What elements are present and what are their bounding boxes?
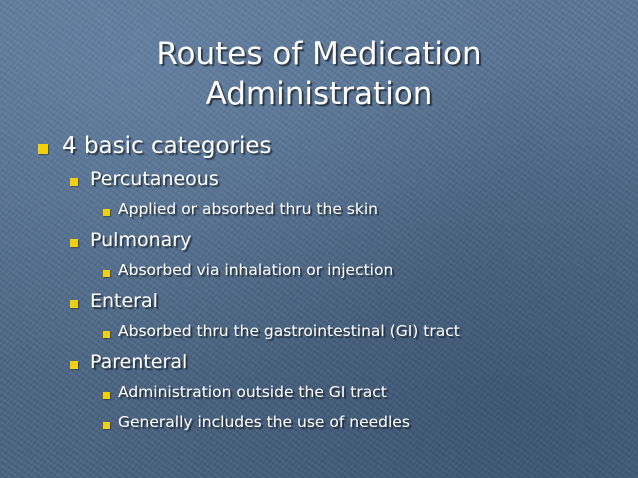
bullet-item-categories: 4 basic categories <box>62 133 272 159</box>
slide-title-line-2: Administration <box>205 76 433 112</box>
square-bullet-icon <box>103 270 110 277</box>
square-bullet-icon <box>103 392 110 399</box>
square-bullet-icon <box>70 178 78 186</box>
bullet-item-enteral: Enteral <box>90 290 158 312</box>
square-bullet-icon <box>103 209 110 216</box>
square-bullet-icon <box>70 300 78 308</box>
bullet-item-parenteral-detail-1: Administration outside the GI tract <box>118 383 387 401</box>
bullet-item-pulmonary-detail: Absorbed via inhalation or injection <box>118 261 394 279</box>
slide-title <box>0 34 638 114</box>
square-bullet-icon <box>38 144 48 154</box>
bullet-item-percutaneous-detail: Applied or absorbed thru the skin <box>118 200 378 218</box>
square-bullet-icon <box>70 361 78 369</box>
square-bullet-icon <box>70 239 78 247</box>
bullet-item-enteral-detail: Absorbed thru the gastrointestinal (GI) tract <box>118 322 460 340</box>
bullet-item-pulmonary: Pulmonary <box>90 229 192 251</box>
square-bullet-icon <box>103 331 110 338</box>
bullet-item-parenteral-detail-2: Generally includes the use of needles <box>118 413 410 431</box>
square-bullet-icon <box>103 422 110 429</box>
slide-title-line-1: Routes of Medication <box>156 36 482 72</box>
bullet-item-percutaneous: Percutaneous <box>90 168 219 190</box>
bullet-item-parenteral: Parenteral <box>90 351 188 373</box>
